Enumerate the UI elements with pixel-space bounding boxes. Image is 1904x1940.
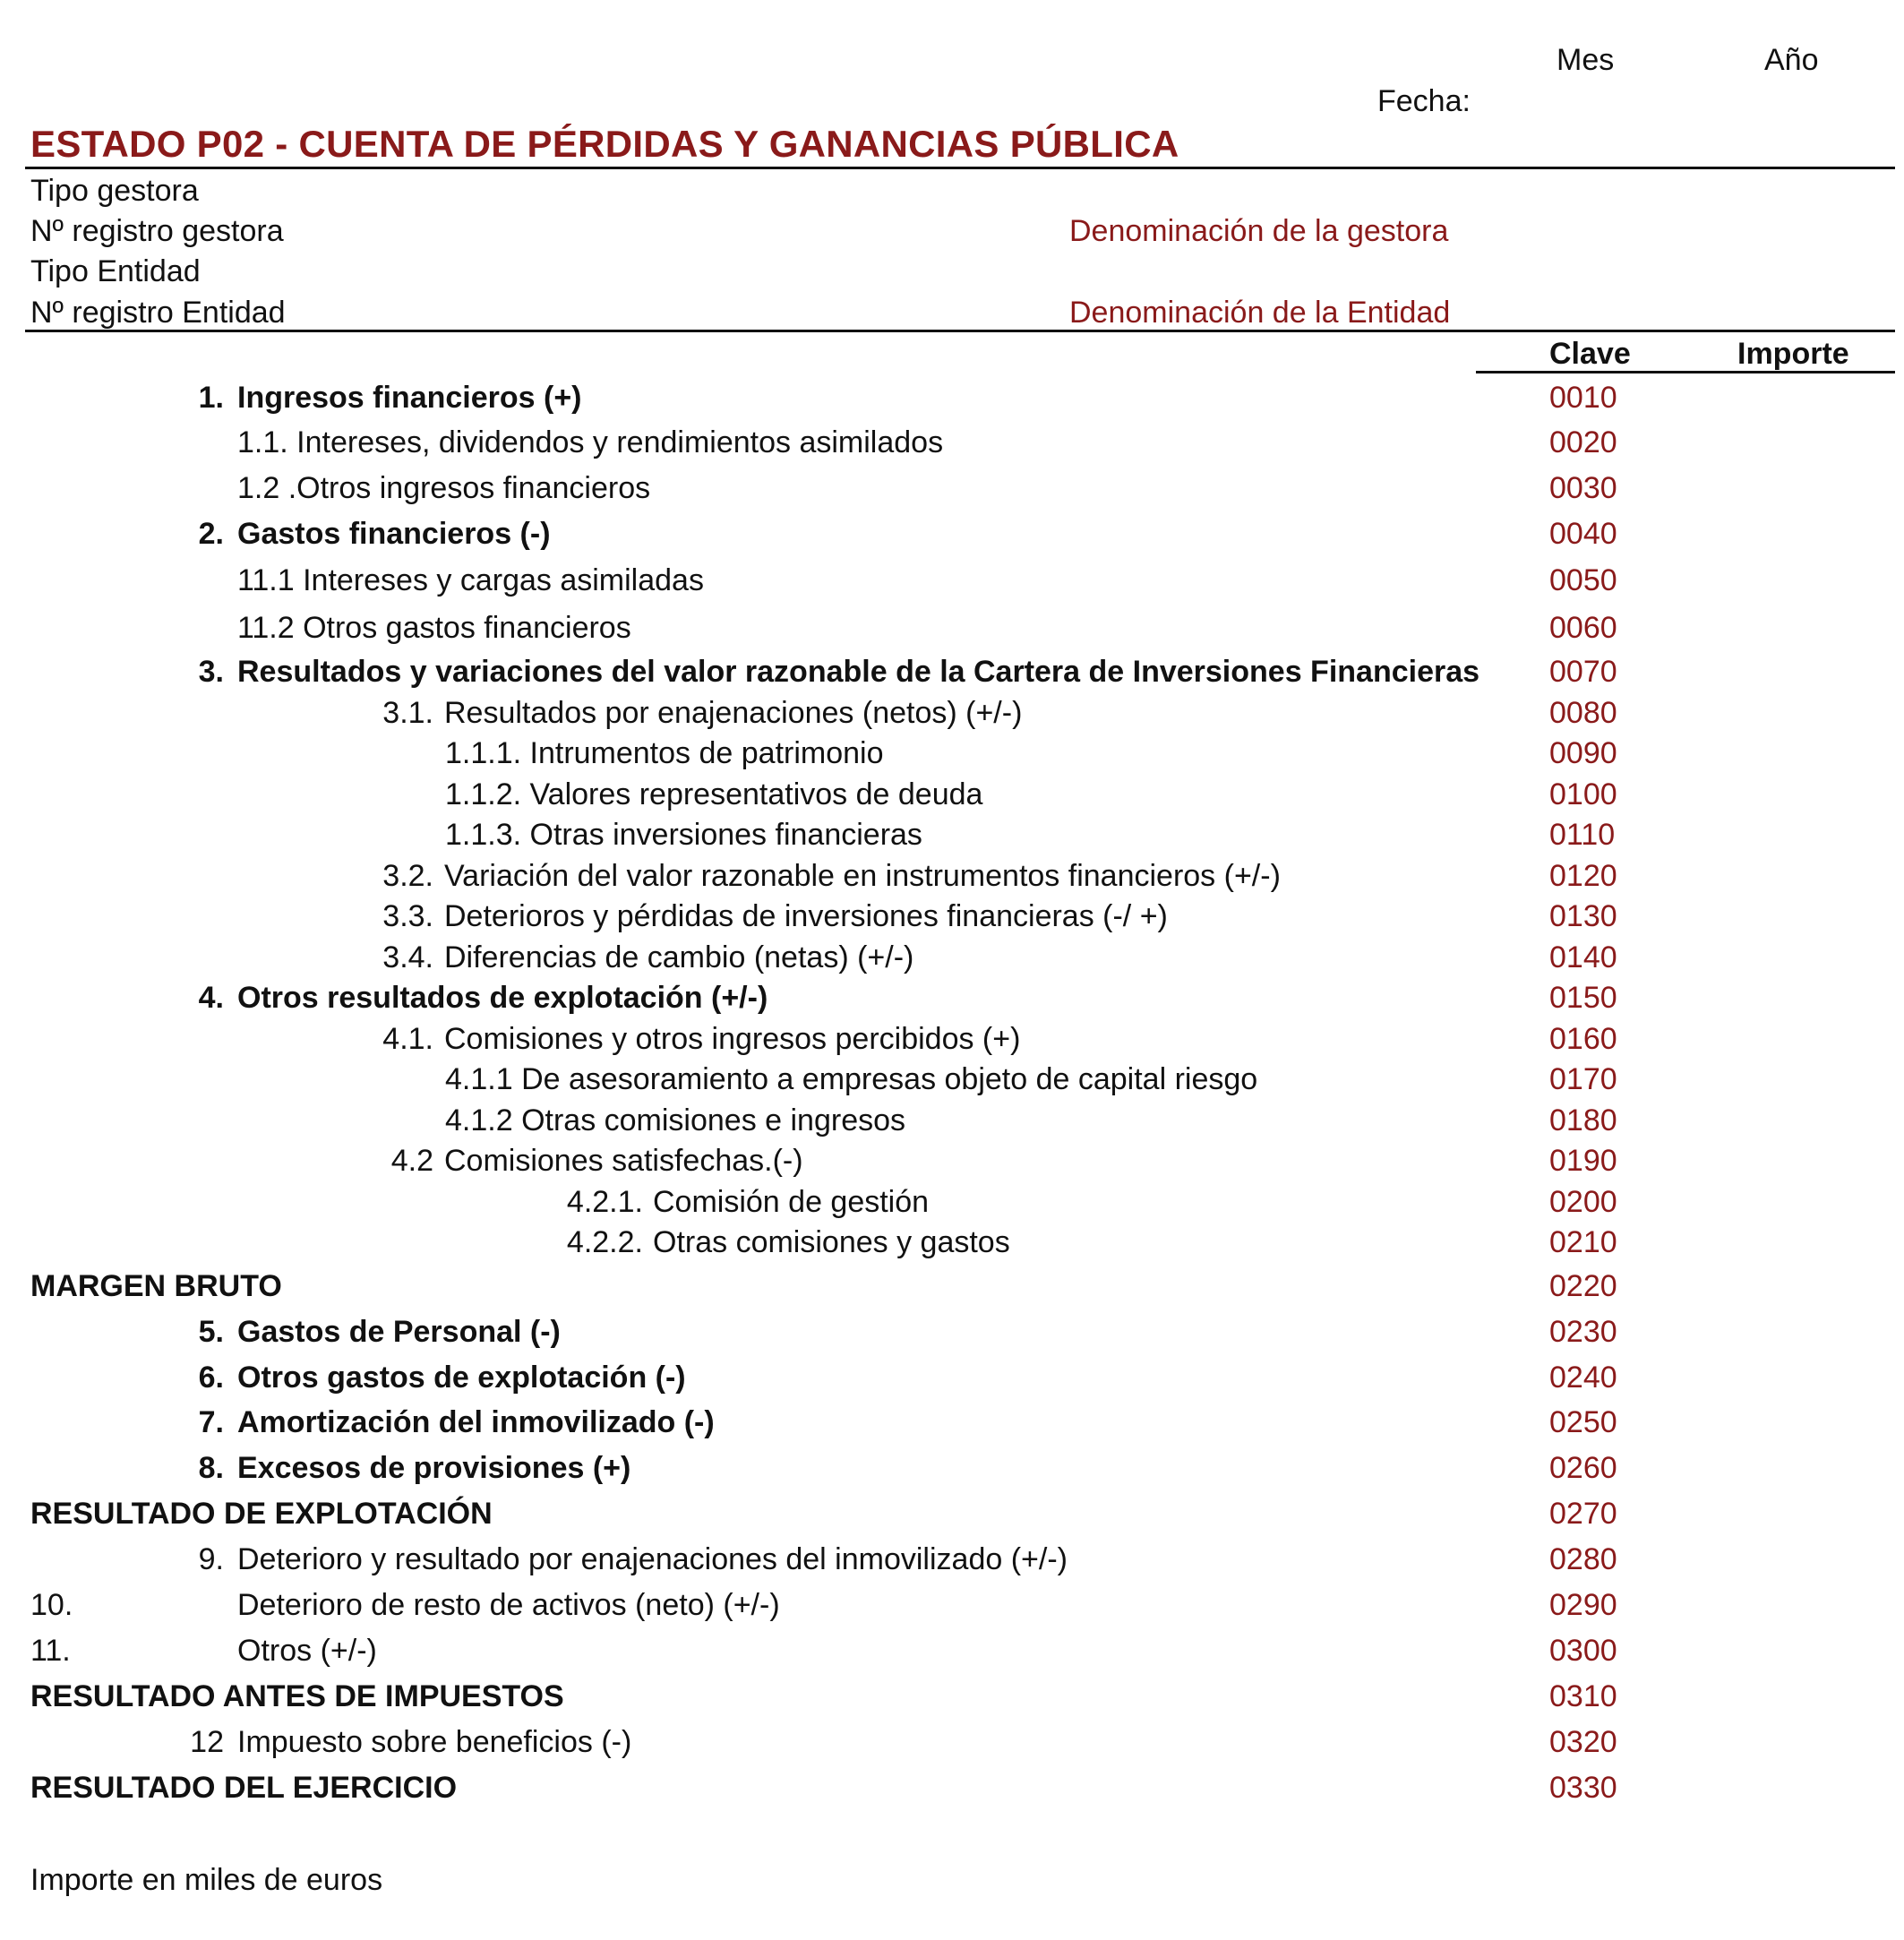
table-row <box>0 777 1904 812</box>
table-row <box>0 425 1904 460</box>
info-divider <box>25 330 1895 332</box>
row-label: RESULTADO ANTES DE IMPUESTOS <box>30 1679 564 1713</box>
row-number: 12 <box>190 1725 224 1759</box>
table-row <box>0 1314 1904 1350</box>
row-code: 0240 <box>1549 1361 1617 1395</box>
row-number: 4.2.2. <box>566 1225 643 1259</box>
row-label: Deterioro y resultado por enajenaciones del inmovilizado (+/-) <box>237 1542 1068 1576</box>
table-row <box>0 1404 1904 1440</box>
table-row <box>0 940 1904 975</box>
table-row <box>0 1143 1904 1179</box>
table-row <box>0 817 1904 853</box>
clave-column-header: Clave <box>1549 337 1631 371</box>
row-code: 0300 <box>1549 1634 1617 1668</box>
row-code: 0060 <box>1549 611 1617 645</box>
row-code: 0020 <box>1549 425 1617 459</box>
row-code: 0040 <box>1549 517 1617 551</box>
row-number: 1. <box>198 381 224 415</box>
row-number: 4.2.1. <box>566 1185 643 1219</box>
row-number: 5. <box>198 1315 224 1349</box>
row-code: 0160 <box>1549 1022 1617 1056</box>
row-code: 0140 <box>1549 940 1617 974</box>
table-row <box>0 516 1904 552</box>
row-label: 1.1.1. Intrumentos de patrimonio <box>445 736 884 770</box>
row-number: 9. <box>198 1542 224 1576</box>
row-number: 7. <box>198 1405 224 1439</box>
row-code: 0110 <box>1549 818 1616 852</box>
table-row <box>0 380 1904 416</box>
row-label: Resultados por enajenaciones (netos) (+/-) <box>444 696 1023 730</box>
fecha-label: Fecha: <box>1377 84 1471 118</box>
row-code: 0200 <box>1549 1185 1617 1219</box>
row-label: Otros gastos de explotación (-) <box>237 1361 686 1395</box>
row-code: 0080 <box>1549 696 1617 730</box>
tipo-gestora-label: Tipo gestora <box>30 174 199 208</box>
row-label: Deterioros y pérdidas de inversiones financieras (-/ +) <box>444 899 1168 933</box>
row-code: 0270 <box>1549 1497 1617 1531</box>
row-number: 3.4. <box>382 940 433 974</box>
table-row <box>0 1541 1904 1577</box>
table-row <box>0 1021 1904 1057</box>
row-number: 3.3. <box>382 899 433 933</box>
row-label: Otros resultados de explotación (+/-) <box>237 981 768 1015</box>
row-label: 1.1.3. Otras inversiones financieras <box>445 818 922 852</box>
row-number: 3.1. <box>382 696 433 730</box>
row-number: 6. <box>198 1361 224 1395</box>
row-code: 0150 <box>1549 981 1617 1015</box>
row-label: Excesos de provisiones (+) <box>237 1451 631 1485</box>
row-label: Diferencias de cambio (netas) (+/-) <box>444 940 914 974</box>
row-code: 0280 <box>1549 1542 1617 1576</box>
row-code: 0100 <box>1549 777 1617 811</box>
registro-gestora-label: Nº registro gestora <box>30 214 284 248</box>
row-code: 0050 <box>1549 563 1617 597</box>
row-number: 11. <box>30 1634 71 1668</box>
row-code: 0010 <box>1549 381 1617 415</box>
row-label: RESULTADO DEL EJERCICIO <box>30 1771 458 1805</box>
table-row <box>0 1450 1904 1486</box>
table-row <box>0 735 1904 771</box>
mes-label: Mes <box>1557 43 1615 77</box>
row-number: 10. <box>30 1588 73 1622</box>
table-row <box>0 980 1904 1016</box>
row-label: Impuesto sobre beneficios (-) <box>237 1725 632 1759</box>
row-code: 0290 <box>1549 1588 1617 1622</box>
table-row <box>0 1496 1904 1532</box>
row-code: 0030 <box>1549 471 1617 505</box>
anio-label: Año <box>1764 43 1819 77</box>
footer-note: Importe en miles de euros <box>30 1863 383 1897</box>
row-label: Amortización del inmovilizado (-) <box>237 1405 715 1439</box>
table-row <box>0 1633 1904 1669</box>
row-label: Deterioro de resto de activos (neto) (+/-) <box>237 1588 780 1622</box>
row-code: 0310 <box>1549 1679 1617 1713</box>
table-row <box>0 695 1904 731</box>
table-row <box>0 562 1904 598</box>
row-label: Otros (+/-) <box>237 1634 377 1668</box>
row-label: Comisiones satisfechas.(-) <box>444 1144 803 1178</box>
table-row <box>0 1724 1904 1760</box>
title-divider <box>25 167 1895 169</box>
table-row <box>0 1224 1904 1260</box>
row-number: 4. <box>198 981 224 1015</box>
row-number: 4.1. <box>382 1022 433 1056</box>
table-row <box>0 1061 1904 1097</box>
row-number: 3. <box>198 655 224 689</box>
row-label: 1.1. Intereses, dividendos y rendimientos asimilados <box>237 425 944 459</box>
row-number: 8. <box>198 1451 224 1485</box>
row-code: 0260 <box>1549 1451 1617 1485</box>
row-label: Resultados y variaciones del valor razonable de la Cartera de Inversiones Financieras <box>237 655 1480 689</box>
importe-column-header: Importe <box>1737 337 1849 371</box>
table-row <box>0 654 1904 690</box>
row-number: 4.2 <box>390 1144 433 1178</box>
table-row <box>0 1268 1904 1304</box>
row-label: Gastos de Personal (-) <box>237 1315 561 1349</box>
table-row <box>0 610 1904 646</box>
row-code: 0320 <box>1549 1725 1617 1759</box>
denominacion-entidad-label: Denominación de la Entidad <box>1069 296 1451 330</box>
row-code: 0070 <box>1549 655 1617 689</box>
row-label: 11.1 Intereses y cargas asimiladas <box>237 563 704 597</box>
row-label: Comisiones y otros ingresos percibidos (+) <box>444 1022 1021 1056</box>
row-label: MARGEN BRUTO <box>30 1269 282 1303</box>
row-label: Gastos financieros (-) <box>237 517 551 551</box>
row-label: 11.2 Otros gastos financieros <box>237 611 631 645</box>
row-number: 3.2. <box>382 859 433 893</box>
row-label: Comisión de gestión <box>653 1185 930 1219</box>
row-code: 0090 <box>1549 736 1617 770</box>
row-code: 0250 <box>1549 1405 1617 1439</box>
row-code: 0170 <box>1549 1062 1617 1096</box>
table-row <box>0 470 1904 506</box>
row-label: 4.1.2 Otras comisiones e ingresos <box>445 1103 906 1137</box>
table-row <box>0 1184 1904 1220</box>
registro-entidad-label: Nº registro Entidad <box>30 296 286 330</box>
row-label: 1.2 .Otros ingresos financieros <box>237 471 651 505</box>
row-code: 0230 <box>1549 1315 1617 1349</box>
row-label: Variación del valor razonable en instrumentos financieros (+/-) <box>444 859 1281 893</box>
tipo-entidad-label: Tipo Entidad <box>30 254 201 288</box>
row-label: Ingresos financieros (+) <box>237 381 582 415</box>
table-row <box>0 1770 1904 1806</box>
denominacion-gestora-label: Denominación de la gestora <box>1069 214 1449 248</box>
column-header-divider <box>1476 371 1895 373</box>
row-label: Otras comisiones y gastos <box>653 1225 1010 1259</box>
row-code: 0190 <box>1549 1144 1617 1178</box>
table-row <box>0 1678 1904 1714</box>
table-row <box>0 1587 1904 1623</box>
table-row <box>0 858 1904 894</box>
table-row <box>0 1103 1904 1138</box>
row-code: 0210 <box>1549 1225 1617 1259</box>
row-code: 0130 <box>1549 899 1617 933</box>
row-code: 0180 <box>1549 1103 1617 1137</box>
row-code: 0220 <box>1549 1269 1617 1303</box>
row-number: 2. <box>198 517 224 551</box>
row-label: RESULTADO DE EXPLOTACIÓN <box>30 1497 493 1531</box>
page-title: ESTADO P02 - CUENTA DE PÉRDIDAS Y GANANCIAS PÚBLICA <box>30 123 1179 165</box>
row-label: 1.1.2. Valores representativos de deuda <box>445 777 983 811</box>
row-label: 4.1.1 De asesoramiento a empresas objeto de capital riesgo <box>445 1062 1258 1096</box>
row-code: 0120 <box>1549 859 1617 893</box>
table-row <box>0 1360 1904 1395</box>
table-row <box>0 898 1904 934</box>
row-code: 0330 <box>1549 1771 1617 1805</box>
